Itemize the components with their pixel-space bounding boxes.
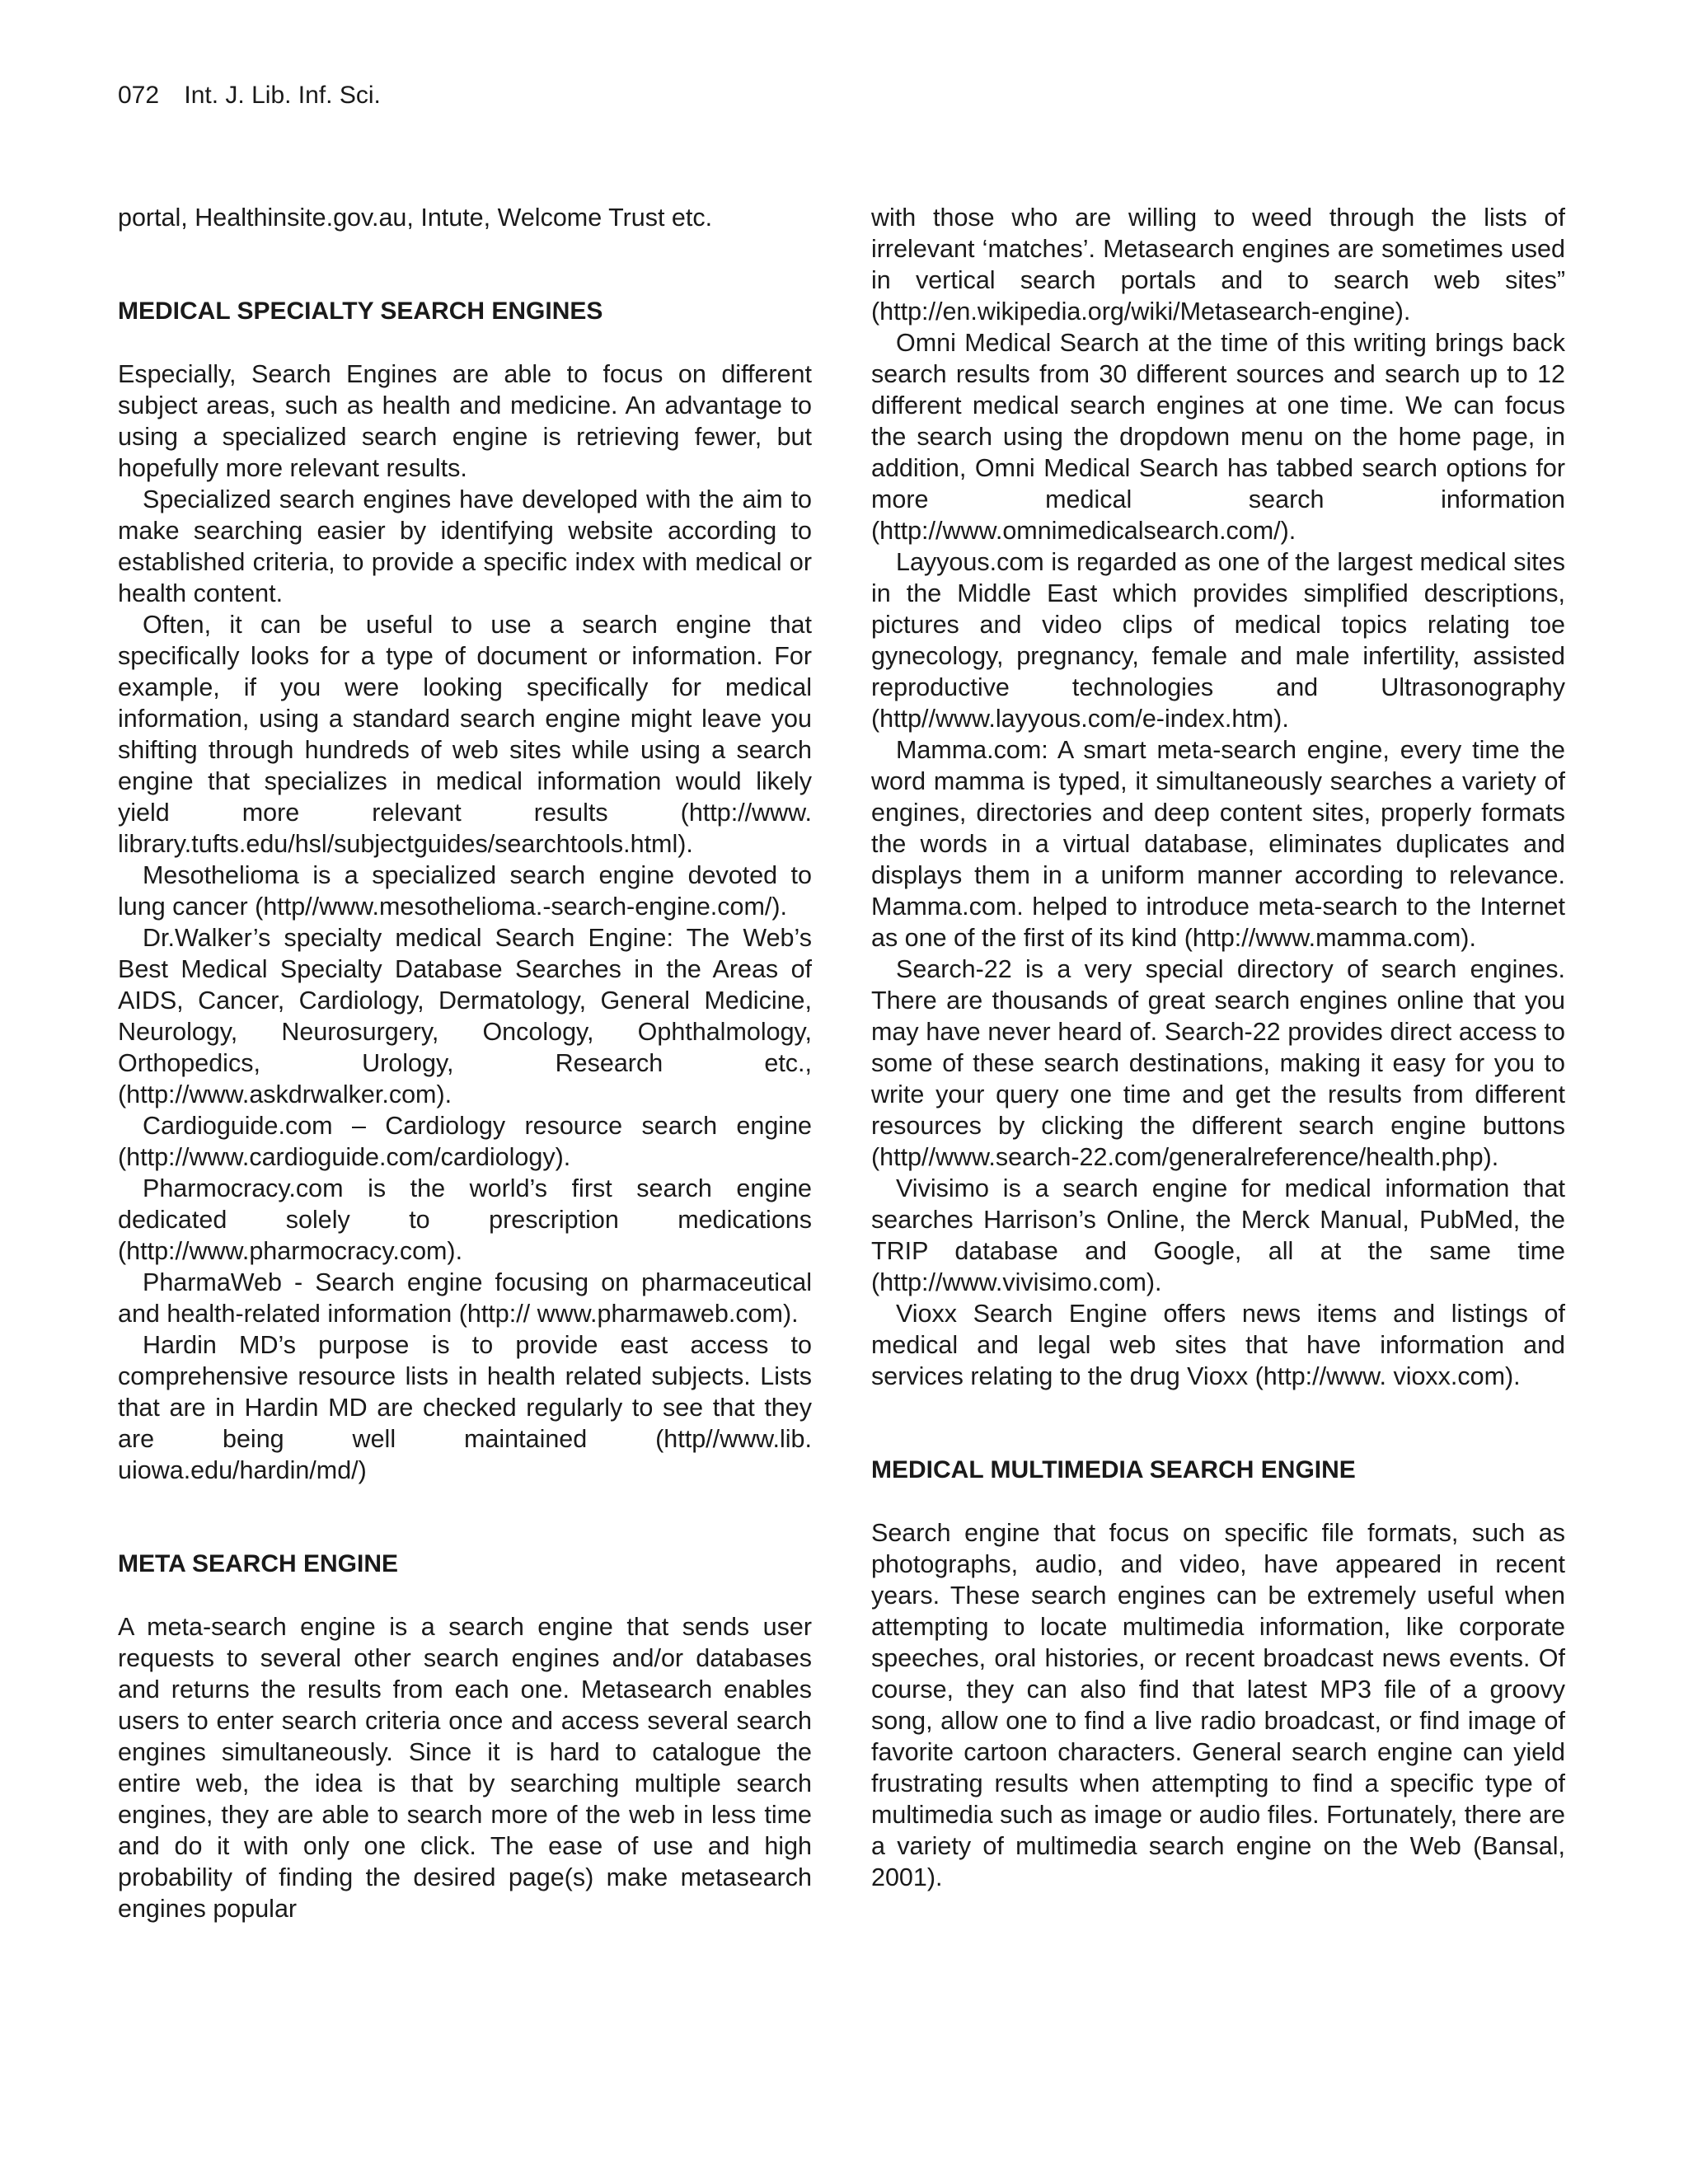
paragraph: Vioxx Search Engine offers news items and listings of medical and legal web sites that have information and services relating to the drug Vioxx (http://www. vioxx.com).: [871, 1300, 1565, 1390]
paragraph: Layyous.com is regarded as one of the largest medical sites in the Middle East which provides simplified descriptions, pictures and video clips of medical topics relating toe gynecology, pregnancy, female and male infertility, assisted reproductive technologies and Ultrasonography (http//www.layyous.com/e-index.htm).: [871, 548, 1565, 733]
paragraph: Omni Medical Search at the time of this writing brings back search results from 30 different sources and search up to 12 different medical search engines at one time. We can focus the search using the dropdown menu on the home page, in addition, Omni Medical Search has tabbed search options for more medical search information (http://www.omnimedicalsearch.com/).: [871, 329, 1565, 545]
section-heading-meta-search: META SEARCH ENGINE: [118, 1550, 399, 1577]
paragraph: A meta-search engine is a search engine that sends user requests to several other search engines and/or databases and returns the results from each one. Metasearch enables users to enter search criteria once and access several search engines simultaneously. Since it is hard to catalogue the entire web, the idea is that by searching multiple search engines, they are able to search more of the web in less time and do it with only one click. The ease of use and high probability of finding the desired page(s) make metasearch engines popular: [118, 1613, 812, 1923]
paragraph: Cardioguide.com – Cardiology resource search engine (http://www.cardioguide.com/cardiology).: [118, 1112, 812, 1171]
paragraph: with those who are willing to weed through the lists of irrelevant ‘matches’. Metasearch engines are sometimes used in vertical search portals and to search web sites” (http://en.wikipedia.org/wiki/Metasearch-engine).: [871, 204, 1565, 326]
right-column: [871, 202, 1565, 1893]
journal-title: Int. J. Lib. Inf. Sci.: [184, 82, 381, 109]
page-number: 072: [118, 82, 160, 109]
paragraph: Pharmocracy.com is the world’s first search engine dedicated solely to prescription medications (http://www.pharmocracy.com).: [118, 1174, 812, 1265]
section-heading-medical-specialty: MEDICAL SPECIALTY SEARCH ENGINES: [118, 298, 603, 325]
left-column: [118, 202, 812, 1924]
paragraph: Especially, Search Engines are able to focus on different subject areas, such as health and medicine. An advantage to using a specialized search engine is retrieving fewer, but hopefully more relevant results.: [118, 360, 812, 482]
paragraph: portal, Healthinsite.gov.au, Intute, Welcome Trust etc.: [118, 204, 713, 232]
section-heading-multimedia: MEDICAL MULTIMEDIA SEARCH ENGINE: [871, 1456, 1356, 1483]
paragraph: Search engine that focus on specific file formats, such as photographs, audio, and video, have appeared in recent years. These search engines can be extremely useful when attempting to locate multimedia information, like corporate speeches, oral histories, or recent broadcast news events. Of course, they can also find that latest MP3 file of a groovy song, allow one to find a live radio broadcast, or find image of favorite cartoon characters. General search engine can yield frustrating results when attempting to find a specific type of multimedia such as image or audio files. Fortunately, there are a variety of multimedia search engine on the Web (Bansal, 2001).: [871, 1519, 1565, 1891]
paragraph: Specialized search engines have developed with the aim to make searching easier by identifying website according to established criteria, to provide a specific index with medical or health content.: [118, 485, 812, 607]
paragraph: PharmaWeb - Search engine focusing on pharmaceutical and health-related information (http:// www.pharmaweb.com).: [118, 1268, 812, 1328]
paragraph: Dr.Walker’s specialty medical Search Engine: The Web’s Best Medical Specialty Database Searches in the Areas of AIDS, Cancer, Cardiology, Dermatology, General Medicine, Neurology, Neurosurgery, Oncology, Ophthalmology, Orthopedics, Urology, Research etc., (http://www.askdrwalker.com).: [118, 924, 812, 1108]
paragraph: Vivisimo is a search engine for medical information that searches Harrison’s Online, the Merck Manual, PubMed, the TRIP database and Google, all at the same time (http://www.vivisimo.com).: [871, 1174, 1565, 1296]
running-head: [118, 79, 381, 112]
paragraph: Hardin MD’s purpose is to provide east access to comprehensive resource lists in health related subjects. Lists that are in Hardin MD are checked regularly to see that they are being well maintained (http//www.lib. uiowa.edu/hardin/md/): [118, 1331, 812, 1484]
paragraph: Mamma.com: A smart meta-search engine, every time the word mamma is typed, it simultaneously searches a variety of engines, directories and deep content sites, properly formats the words in a virtual database, eliminates duplicates and displays them in a uniform manner according to relevance. Mamma.com. helped to introduce meta-search to the Internet as one of the first of its kind (http://www.mamma.com).: [871, 736, 1565, 952]
paragraph: Often, it can be useful to use a search engine that specifically looks for a type of document or information. For example, if you were looking specifically for medical information, using a standard search engine might leave you shifting through hundreds of web sites while using a search engine that specializes in medical information would likely yield more relevant results (http://www. library.tufts.edu/hsl/subjectguides/searchtools.html).: [118, 611, 812, 858]
paragraph: Search-22 is a very special directory of search engines. There are thousands of great search engines online that you may have never heard of. Search-22 provides direct access to some of these search destinations, making it easy for you to write your query one time and get the results from different resources by clicking the different search engine buttons (http//www.search-22.com/generalreference/health.php).: [871, 955, 1565, 1171]
paragraph: Mesothelioma is a specialized search engine devoted to lung cancer (http//www.mesothelioma.-search-engine.com/).: [118, 861, 812, 921]
